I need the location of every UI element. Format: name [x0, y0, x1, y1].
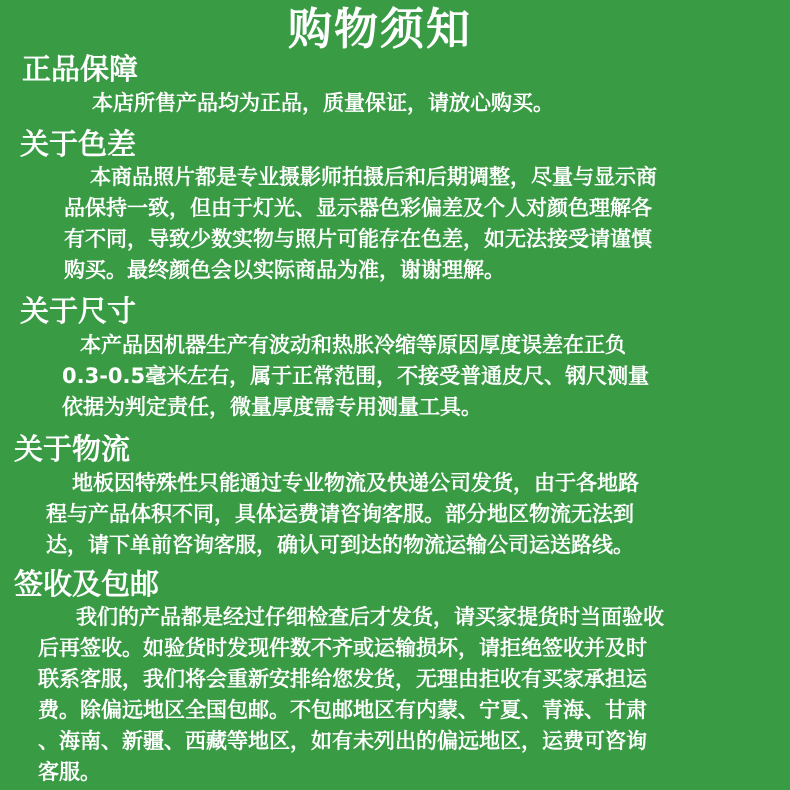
section-heading-size: 关于尺寸	[20, 294, 137, 328]
section-heading-logistics: 关于物流	[14, 432, 131, 466]
section-body-delivery-first	[76, 602, 664, 633]
section-body-size-first	[80, 330, 626, 361]
body-line: 地板因特殊性只能通过专业物流及快递公司发货，由于各地路	[72, 471, 639, 495]
body-line: 程与产品体积不同，具体运费请咨询客服。部分地区物流无法到	[46, 502, 634, 526]
body-line: 品保持一致，但由于灯光、显示器色彩偏差及个人对颜色理解各	[64, 196, 652, 220]
section-body-color-rest	[64, 193, 652, 286]
body-line: 0.3-0.5毫米左右，属于正常范围，不接受普通皮尺、钢尺测量	[62, 364, 650, 388]
section-body-size-rest	[62, 361, 649, 423]
section-heading-color: 关于色差	[20, 127, 137, 161]
section-heading-authentic: 正品保障	[22, 52, 139, 86]
body-line: 达，请下单前咨询客服，确认可到达的物流运输公司运送路线。	[46, 533, 634, 557]
body-line: 客服。	[38, 760, 101, 784]
body-line: 本商品照片都是专业摄影师拍摄后和后期调整，尽量与显示商	[90, 165, 657, 189]
section-body-logistics-first	[72, 468, 639, 499]
section-body-authentic	[92, 88, 554, 119]
body-line: 后再签收。如验货时发现件数不齐或运输损坏，请拒绝签收并及时	[38, 636, 647, 660]
body-line: 费。除偏远地区全国包邮。不包邮地区有内蒙、宁夏、青海、甘肃	[38, 698, 647, 722]
body-line: 、海南、新疆、西藏等地区，如有未列出的偏远地区，运费可咨询	[38, 729, 647, 753]
body-line: 有不同，导致少数实物与照片可能存在色差，如无法接受请谨慎	[64, 227, 652, 251]
body-line: 购买。最终颜色会以实际商品为准，谢谢理解。	[64, 258, 505, 282]
page-title: 购物须知	[288, 4, 472, 55]
section-heading-delivery: 签收及包邮	[14, 567, 160, 601]
body-line: 联系客服，我们将会重新安排给您发货，无理由拒收有买家承担运	[38, 667, 647, 691]
body-line: 依据为判定责任，微量厚度需专用测量工具。	[62, 395, 482, 419]
body-line: 本店所售产品均为正品，质量保证，请放心购买。	[92, 91, 554, 115]
body-line: 本产品因机器生产有波动和热胀冷缩等原因厚度误差在正负	[80, 333, 626, 357]
section-body-delivery-rest	[38, 633, 647, 788]
section-body-logistics-rest	[46, 499, 634, 561]
section-body-color-first	[90, 162, 657, 193]
body-line: 我们的产品都是经过仔细检查后才发货，请买家提货时当面验收	[76, 605, 664, 629]
